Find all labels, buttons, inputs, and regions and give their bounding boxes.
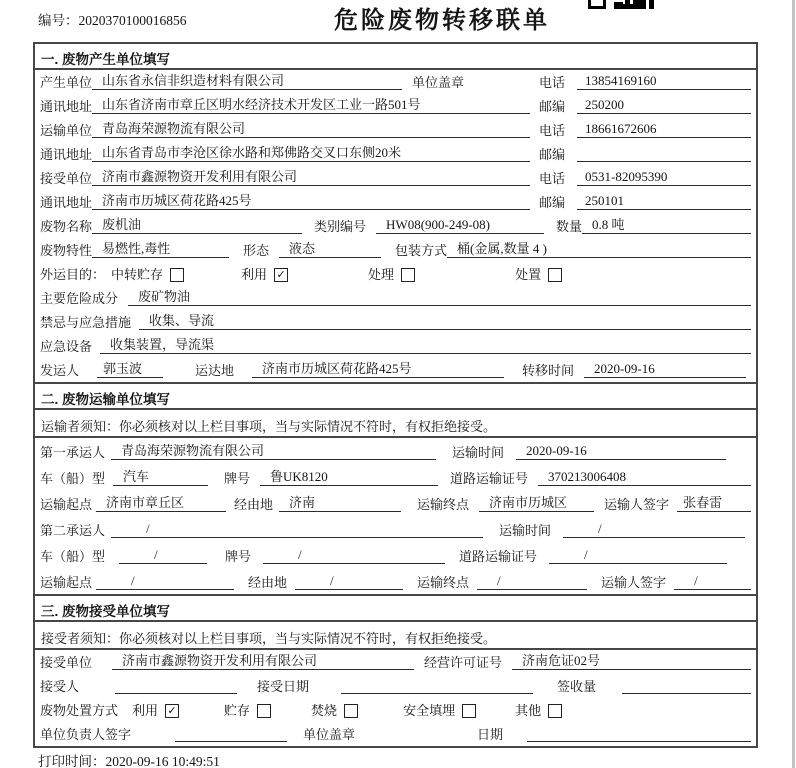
producer-phone-label: 电话 <box>539 75 566 90</box>
row-receiver-address <box>35 190 756 214</box>
transport-unit-value: 青岛海荣源物流有限公司 <box>92 121 530 138</box>
purpose-utilize-checkbox: ✓ <box>274 268 288 282</box>
first-transport-time-value: 2020-09-16 <box>516 443 726 460</box>
purpose-treat-checkbox <box>401 268 415 282</box>
transport-phone-label: 电话 <box>539 123 566 138</box>
doc-number <box>38 9 187 29</box>
row-waste-name <box>35 214 756 238</box>
first-plate-label: 牌号 <box>224 471 251 486</box>
date-label: 日期 <box>477 727 504 742</box>
producer-unit-label: 产生单位 <box>40 75 93 90</box>
signed-quantity-label: 签收量 <box>557 679 597 694</box>
disposal-incinerate-checkbox <box>344 704 358 718</box>
second-road-permit-value: / <box>549 547 727 564</box>
purpose-dispose-label: 处置 <box>515 267 542 282</box>
print-time-value: 2020-09-16 10:49:51 <box>105 754 220 768</box>
producer-phone-group <box>539 73 751 90</box>
row-producer-address <box>35 94 756 118</box>
waste-category-label: 类别编号 <box>314 219 367 234</box>
transport-unit-label: 运输单位 <box>40 123 93 138</box>
purpose-utilize-label: 利用 <box>241 267 268 282</box>
disposal-option-storage <box>224 703 271 718</box>
row-shipper <box>35 358 756 382</box>
row-first-route <box>35 490 756 516</box>
section2-header: 二. 废物运输单位填写 <box>35 382 756 410</box>
purpose-option-utilize <box>241 267 288 282</box>
license-no-label: 经营许可证号 <box>424 655 503 670</box>
row-transfer-purpose <box>35 262 756 286</box>
manifest-form <box>33 42 758 748</box>
receiver-address-value: 济南市历城区荷花路425号 <box>92 193 530 210</box>
second-vehicle-type-label: 车（船）型 <box>40 549 106 564</box>
transport-address-label: 通讯地址 <box>40 147 93 162</box>
first-road-permit-label: 道路运输证号 <box>450 471 529 486</box>
receiver-unit-label: 接受单位 <box>40 171 93 186</box>
producer-phone-value: 13854169160 <box>577 73 751 90</box>
receiver-postcode-group <box>539 193 751 210</box>
second-transport-time-value: / <box>563 521 745 538</box>
accept-person-label: 接受人 <box>40 679 80 694</box>
producer-postcode-value: 250200 <box>577 97 751 114</box>
first-plate-value: 鲁UK8120 <box>260 469 438 486</box>
second-via-value: / <box>295 573 403 590</box>
transport-postcode-group <box>539 146 751 162</box>
shipper-label: 发运人 <box>40 363 80 378</box>
producer-unit-value: 山东省永信非织造材料有限公司 <box>92 73 402 90</box>
disposal-storage-checkbox <box>257 704 271 718</box>
accept-date-value <box>341 678 533 694</box>
purpose-option-dispose <box>515 267 562 282</box>
packaging-value: 桶(金属,数量 4 ) <box>447 241 751 258</box>
row-main-hazard <box>35 286 756 310</box>
row-disposal-method <box>35 698 756 722</box>
disposal-option-other <box>515 703 562 718</box>
emergency-equipment-label: 应急设备 <box>40 339 93 354</box>
doc-number-value: 2020370100016856 <box>78 13 187 28</box>
section2-rows <box>35 438 756 594</box>
section1-rows <box>35 70 756 382</box>
first-vehicle-type-label: 车（船）型 <box>40 471 106 486</box>
transport-address-value: 山东省青岛市李沧区徐水路和郑佛路交叉口东侧20米 <box>92 145 530 162</box>
producer-address-value: 山东省济南市章丘区明水经济技术开发区工业一路501号 <box>92 97 530 114</box>
producer-postcode-label: 邮编 <box>539 99 566 114</box>
packaging-label: 包装方式 <box>395 243 448 258</box>
second-plate-value: / <box>263 547 445 564</box>
waste-name-label: 废物名称 <box>40 219 93 234</box>
destination-value: 济南市历城区荷花路425号 <box>252 361 504 378</box>
second-vehicle-type-value: / <box>119 547 207 564</box>
purpose-treat-label: 处理 <box>368 267 395 282</box>
disposal-utilize-label: 利用 <box>132 703 159 718</box>
row-emergency-equipment <box>35 334 756 358</box>
first-transport-time-label: 运输时间 <box>452 445 505 460</box>
signed-quantity-value <box>622 678 751 694</box>
first-endpoint-label: 运输终点 <box>417 497 470 512</box>
transport-postcode-value <box>577 146 751 162</box>
second-signature-value: / <box>674 573 751 590</box>
waste-quantity-label: 数量 <box>556 219 583 234</box>
row-accept-person <box>35 674 756 698</box>
waste-category-value: HW08(900-249-08) <box>376 217 544 234</box>
waste-traits-value: 易燃性,毒性 <box>92 241 229 258</box>
second-via-label: 经由地 <box>248 575 288 590</box>
row-second-vehicle <box>35 542 756 568</box>
receiver-address-label: 通讯地址 <box>40 195 93 210</box>
date-value <box>527 726 751 742</box>
accept-date-label: 接受日期 <box>257 679 310 694</box>
purpose-transfer-storage-label: 中转贮存 <box>111 267 164 282</box>
transfer-purpose-label: 外运目的： <box>40 267 106 282</box>
second-road-permit-label: 道路运输证号 <box>459 549 538 564</box>
second-origin-label: 运输起点 <box>40 575 93 590</box>
license-no-value: 济南危证02号 <box>512 653 751 670</box>
disposal-landfill-checkbox <box>462 704 476 718</box>
row-transport-address <box>35 142 756 166</box>
disposal-incinerate-label: 焚烧 <box>311 703 338 718</box>
first-origin-label: 运输起点 <box>40 497 93 512</box>
disposal-other-checkbox <box>548 704 562 718</box>
first-endpoint-value: 济南市历城区 <box>479 495 594 512</box>
doc-number-label: 编号： <box>38 13 79 28</box>
transport-phone-value: 18661672606 <box>577 121 751 138</box>
unit-seal2-label: 单位盖章 <box>303 727 356 742</box>
emergency-measures-value: 收集、导流 <box>139 313 751 330</box>
main-hazard-label: 主要危险成分 <box>40 291 119 306</box>
first-road-permit-value: 370213006408 <box>538 469 751 486</box>
row-first-vehicle <box>35 464 756 490</box>
section2-notice: 运输者须知：你必须核对以上栏目事项，当与实际情况不符时，有权拒绝接受。 <box>35 410 756 438</box>
second-endpoint-label: 运输终点 <box>417 575 470 590</box>
responsible-signature-value <box>175 726 287 742</box>
accept-person-value <box>115 678 237 694</box>
first-origin-value: 济南市章丘区 <box>96 495 226 512</box>
disposal-option-utilize <box>132 703 179 718</box>
second-carrier-label: 第二承运人 <box>40 523 106 538</box>
first-carrier-value: 青岛海荣源物流有限公司 <box>111 443 436 460</box>
transport-phone-group <box>539 121 751 138</box>
emergency-equipment-value: 收集装置，导流渠 <box>100 337 751 354</box>
row-second-carrier <box>35 516 756 542</box>
first-signature-label: 运输人签字 <box>604 497 670 512</box>
accept-unit-label: 接受单位 <box>40 655 93 670</box>
print-time <box>38 750 220 768</box>
purpose-transfer-storage-checkbox <box>170 268 184 282</box>
row-receiver-unit <box>35 166 756 190</box>
producer-address-label: 通讯地址 <box>40 99 93 114</box>
receiver-phone-label: 电话 <box>539 171 566 186</box>
disposal-utilize-checkbox: ✓ <box>165 704 179 718</box>
responsible-signature-label: 单位负责人签字 <box>40 727 132 742</box>
disposal-landfill-label: 安全填埋 <box>403 703 456 718</box>
print-time-label: 打印时间： <box>38 754 106 768</box>
disposal-other-label: 其他 <box>515 703 542 718</box>
transfer-date-value: 2020-09-16 <box>584 361 746 378</box>
waste-form-label: 形态 <box>243 243 270 258</box>
second-signature-label: 运输人签字 <box>601 575 667 590</box>
waste-traits-label: 废物特性 <box>40 243 93 258</box>
shipper-value: 郭玉波 <box>97 361 163 378</box>
waste-form-value: 液态 <box>279 241 381 258</box>
accept-unit-value: 济南市鑫源物资开发利用有限公司 <box>112 653 414 670</box>
section3-rows <box>35 650 756 746</box>
first-signature-value: 张春雷 <box>677 495 751 512</box>
first-via-value: 济南 <box>279 495 401 512</box>
first-via-label: 经由地 <box>234 497 274 512</box>
producer-postcode-group <box>539 97 751 114</box>
second-endpoint-value: / <box>477 573 587 590</box>
purpose-option-treat <box>368 267 415 282</box>
row-emergency-measures <box>35 310 756 334</box>
transport-postcode-label: 邮编 <box>539 147 566 162</box>
second-carrier-value: / <box>111 521 483 538</box>
receiver-phone-value: 0531-82095390 <box>577 169 751 186</box>
receiver-postcode-value: 250101 <box>577 193 751 210</box>
waste-quantity-value: 0.8 吨 <box>582 217 751 234</box>
purpose-option-transfer-storage <box>111 267 184 282</box>
main-hazard-value: 废矿物油 <box>128 289 751 306</box>
destination-label: 运达地 <box>195 363 235 378</box>
receiver-unit-value: 济南市鑫源物资开发利用有限公司 <box>92 169 530 186</box>
second-transport-time-label: 运输时间 <box>499 523 552 538</box>
receiver-phone-group <box>539 169 751 186</box>
disposal-storage-label: 贮存 <box>224 703 251 718</box>
receiver-postcode-label: 邮编 <box>539 195 566 210</box>
unit-seal-label: 单位盖章 <box>412 75 465 90</box>
section1-header: 一. 废物产生单位填写 <box>35 44 756 70</box>
first-vehicle-type-value: 汽车 <box>113 469 208 486</box>
emergency-measures-label: 禁忌与应急措施 <box>40 315 132 330</box>
row-responsible-signature <box>35 722 756 746</box>
second-plate-label: 牌号 <box>225 549 252 564</box>
row-producer-unit <box>35 70 756 94</box>
qr-code-fragment <box>588 0 654 10</box>
section3-header: 三. 废物接受单位填写 <box>35 594 756 622</box>
row-first-carrier <box>35 438 756 464</box>
row-second-route <box>35 568 756 594</box>
page-right-edge-line <box>792 0 795 768</box>
disposal-option-incinerate <box>311 703 358 718</box>
second-origin-value: / <box>96 573 234 590</box>
waste-name-value: 废机油 <box>92 217 302 234</box>
first-carrier-label: 第一承运人 <box>40 445 106 460</box>
purpose-dispose-checkbox <box>548 268 562 282</box>
disposal-option-landfill <box>403 703 476 718</box>
row-accept-unit <box>35 650 756 674</box>
page-title: 危险废物转移联单 <box>334 8 550 34</box>
disposal-method-label: 废物处置方式 <box>40 703 119 718</box>
row-transport-unit <box>35 118 756 142</box>
row-waste-traits <box>35 238 756 262</box>
transfer-date-label: 转移时间 <box>522 363 575 378</box>
section3-notice: 接受者须知：你必须核对以上栏目事项，当与实际情况不符时，有权拒绝接受。 <box>35 622 756 650</box>
